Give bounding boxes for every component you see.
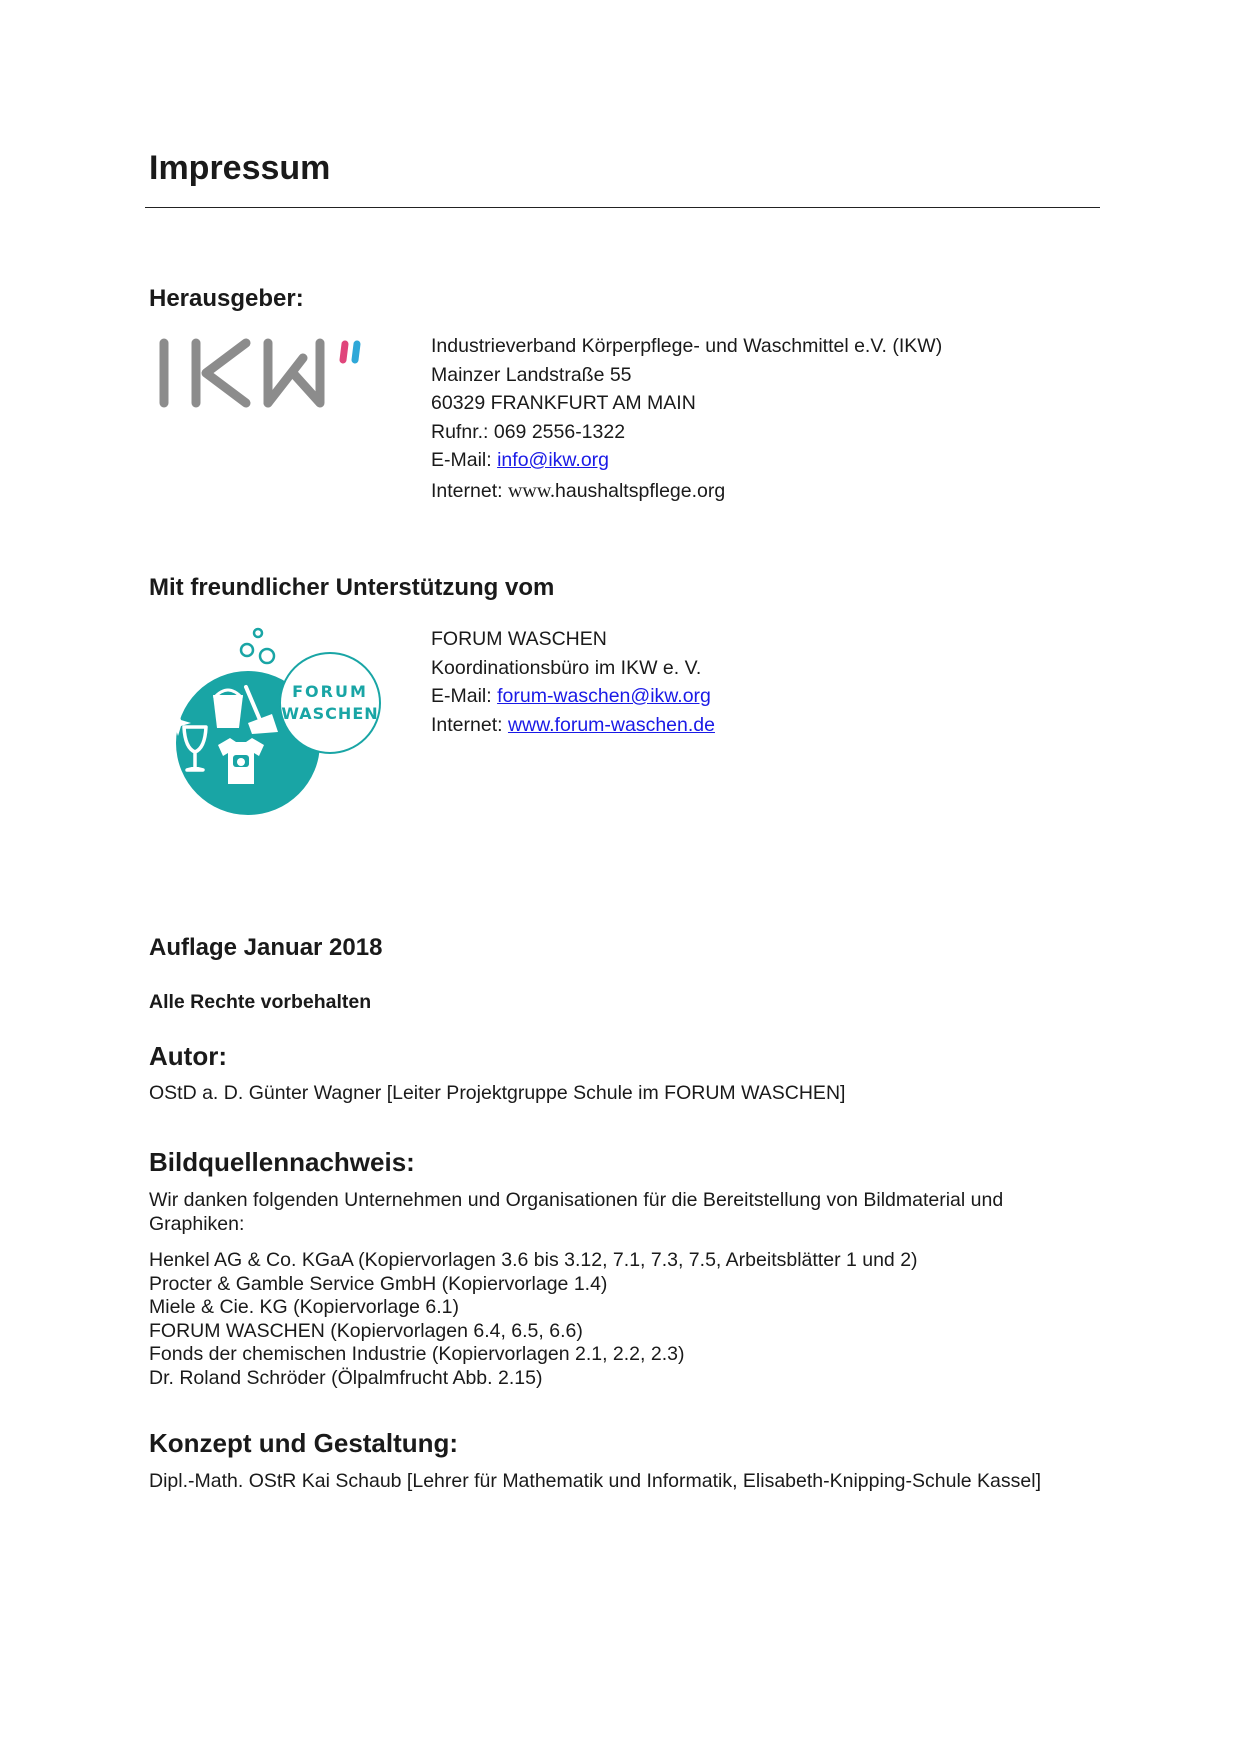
email-label: E-Mail: [431, 685, 498, 707]
support-line: Koordinationsbüro im IKW e. V. [431, 656, 702, 679]
page-title: Impressum [149, 149, 331, 187]
forum-website-link[interactable]: www.forum-waschen.de [507, 713, 715, 736]
author-heading: Autor: [149, 1041, 227, 1071]
forum-email-link[interactable]: forum-waschen@ikw.org [497, 685, 711, 707]
forum-logo-word-1: FORUM [292, 682, 368, 701]
email-label: E-Mail: [431, 449, 498, 471]
credits-intro: Wir danken folgenden Unternehmen und Organisationen für die Bereitstellung von Bildmaterial und Graphiken: [149, 1189, 1004, 1235]
list-item: Procter & Gamble Service GmbH (Kopiervorlage 1.4) [149, 1272, 608, 1295]
list-item: Miele & Cie. KG (Kopiervorlage 6.1) [149, 1296, 459, 1318]
address-line: Industrieverband Körperpflege- und Waschmittel e.V. (IKW) [431, 335, 943, 357]
forum-logo-word-2: WASCHEN [281, 704, 379, 723]
internet-label: Internet: [431, 479, 508, 502]
rights-notice: Alle Rechte vorbehalten [149, 991, 372, 1013]
internet-line [431, 477, 942, 506]
list-item: Henkel AG & Co. KGaA (Kopiervorlagen 3.6 bis 3.12, 7.1, 7.3, 7.5, Arbeitsblätter 1 und 2) [149, 1249, 918, 1271]
internet-label: Internet: [431, 713, 508, 736]
concept-heading: Konzept und Gestaltung: [149, 1428, 459, 1458]
list-item: Fonds der chemischen Industrie (Kopiervorlagen 2.1, 2.2, 2.3) [149, 1343, 685, 1365]
ikw-logo [158, 338, 363, 413]
ikw-email-link[interactable]: info@ikw.org [497, 449, 610, 471]
address-line: Mainzer Landstraße 55 [431, 363, 632, 386]
credits-heading: Bildquellennachweis: [149, 1147, 415, 1177]
support-line: FORUM WASCHEN [431, 628, 607, 650]
title-divider [145, 207, 1100, 208]
address-line: Rufnr.: 069 2556-1322 [431, 420, 626, 443]
author-text: OStD a. D. Günter Wagner [Leiter Projektgruppe Schule im FORUM WASCHEN] [149, 1082, 846, 1104]
edition-heading: Auflage Januar 2018 [149, 934, 383, 961]
credits-list [149, 1249, 1089, 1390]
list-item: Dr. Roland Schröder (Ölpalmfrucht Abb. 2.15) [149, 1366, 543, 1389]
forum-waschen-logo [148, 620, 393, 820]
address-line: 60329 FRANKFURT AM MAIN [431, 392, 696, 414]
support-email-line [431, 682, 715, 711]
internet-www: www. [507, 479, 555, 502]
support-address [431, 625, 715, 739]
support-heading: Mit freundlicher Unterstützung vom [149, 574, 555, 601]
email-line [431, 446, 942, 475]
herausgeber-heading: Herausgeber: [149, 285, 304, 312]
herausgeber-address [431, 332, 942, 505]
internet-domain: haushaltspflege.org [555, 479, 726, 502]
support-internet-line [431, 711, 715, 740]
list-item: FORUM WASCHEN (Kopiervorlagen 6.4, 6.5, 6.6) [149, 1319, 583, 1342]
concept-text: Dipl.-Math. OStR Kai Schaub [Lehrer für Mathematik und Informatik, Elisabeth-Knipping-Schule Kassel] [149, 1470, 1042, 1492]
